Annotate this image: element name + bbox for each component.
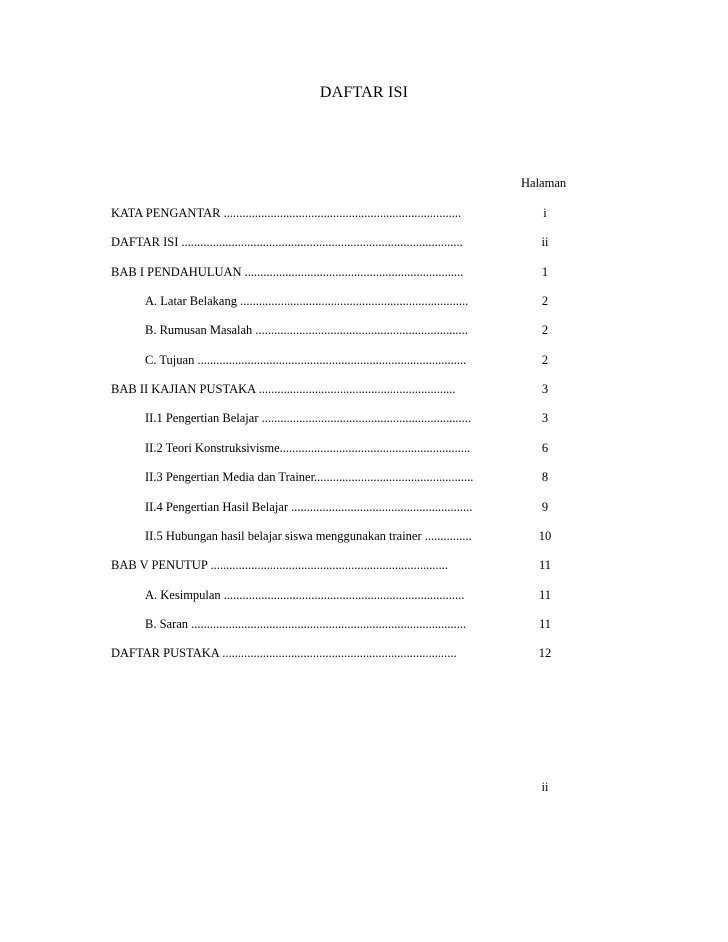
toc-entry-label: BAB V PENUTUP ............................................................................ [111, 558, 448, 572]
toc-entry [0, 353, 728, 373]
toc-entry-label: II.3 Pengertian Media dan Trainer................................................... [145, 470, 474, 484]
toc-entry-label: A. Latar Belakang ......................................................................... [145, 294, 469, 308]
toc-entry-label: KATA PENGANTAR ............................................................................ [111, 206, 462, 220]
toc-entry-page: 11 [538, 617, 552, 631]
toc-entry-page: 2 [541, 294, 549, 308]
toc-entry-page: 12 [538, 646, 552, 660]
page-number: ii [541, 780, 549, 794]
toc-entry [0, 411, 728, 431]
toc-entry-page: 11 [538, 588, 552, 602]
toc-entry-label: C. Tujuan ...................................................................................... [145, 353, 467, 367]
toc-entry-page: 1 [541, 265, 549, 279]
toc-entry-page: 2 [541, 353, 549, 367]
toc-entry [0, 529, 728, 549]
toc-entry-label: II.5 Hubungan hasil belajar siswa menggunakan trainer ............... [145, 529, 472, 543]
toc-entry [0, 558, 728, 578]
toc-entry-page: 6 [541, 441, 549, 455]
toc-entry-page: i [543, 206, 547, 220]
toc-entry [0, 500, 728, 520]
toc-entry-page: 9 [541, 500, 549, 514]
toc-entry-label: A. Kesimpulan ............................................................................. [145, 588, 465, 602]
toc-entry-page: 3 [541, 411, 549, 425]
toc-entry-page: 3 [541, 382, 549, 396]
toc-entry [0, 206, 728, 226]
toc-entry-label: B. Rumusan Masalah .................................................................... [145, 323, 468, 337]
toc-entry-label: II.2 Teori Konstruksivisme............................................................. [145, 441, 471, 455]
toc-entry [0, 323, 728, 343]
toc-entry-page: ii [541, 235, 549, 249]
toc-entry [0, 382, 728, 402]
toc-entry [0, 294, 728, 314]
toc-entry-label: B. Saran ........................................................................................ [145, 617, 467, 631]
toc-entry [0, 646, 728, 666]
toc-entry-label: BAB I PENDAHULUAN ...................................................................... [111, 265, 464, 279]
toc-entry-label: BAB II KAJIAN PUSTAKA ............................................................... [111, 382, 456, 396]
page-header-label: Halaman [521, 176, 567, 190]
toc-entry-label: DAFTAR PUSTAKA ........................................................................... [111, 646, 457, 660]
toc-entry [0, 588, 728, 608]
toc-entry-page: 8 [541, 470, 549, 484]
toc-entry-label: II.4 Pengertian Hasil Belajar .......................................................... [145, 500, 473, 514]
toc-entry [0, 441, 728, 461]
toc-entry-page: 2 [541, 323, 549, 337]
toc-entry [0, 470, 728, 490]
toc-entry-label: DAFTAR ISI .......................................................................................... [111, 235, 463, 249]
toc-entry [0, 265, 728, 285]
toc-entry [0, 617, 728, 637]
toc-entry-page: 10 [538, 529, 552, 543]
toc-entry-label: II.1 Pengertian Belajar ................................................................... [145, 411, 471, 425]
toc-entry-page: 11 [538, 558, 552, 572]
page-title: DAFTAR ISI [319, 84, 409, 101]
toc-entry [0, 235, 728, 255]
